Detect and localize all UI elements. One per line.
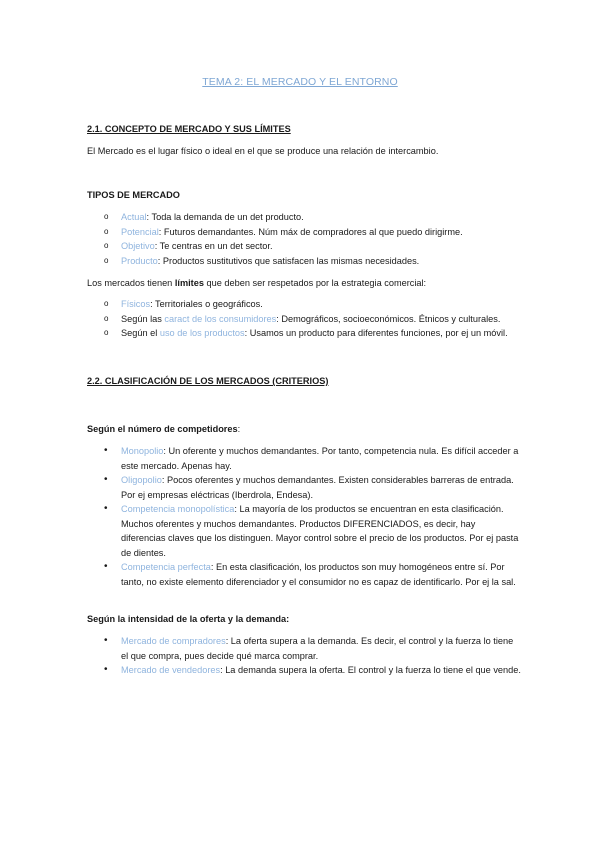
term: Mercado de compradores	[121, 636, 226, 646]
list-item	[0, 239, 521, 254]
bullet-icon: •	[104, 664, 108, 675]
term: uso de los productos	[159, 328, 245, 338]
competidores-heading-text: Según el número de competidores	[87, 424, 238, 434]
list-item	[0, 254, 521, 269]
term: Competencia monopolística	[121, 504, 235, 514]
circle-bullet-icon: o	[104, 241, 109, 250]
list-item	[0, 225, 521, 240]
list-item-text: : Usamos un producto para diferentes funciones, por ej un móvil.	[244, 328, 508, 338]
list-item-prefix: Según las	[121, 313, 165, 324]
term: Actual	[121, 212, 147, 222]
bullet-icon: •	[104, 445, 108, 456]
bullet-icon: •	[104, 635, 108, 646]
list-item-text: : En esta clasificación, los productos son muy homogéneos entre sí. Por tanto, no existe elemento diferenciador y el consumidor no es capaz de identificarlo. Por ej la sal.	[121, 562, 516, 587]
competidores-heading	[87, 422, 240, 437]
circle-bullet-icon: o	[104, 313, 109, 323]
list-item	[0, 326, 521, 341]
term: caract de los consumidores	[164, 313, 277, 324]
limits-intro-post: que deben ser respetados por la estrategia comercial:	[203, 278, 427, 288]
list-item-text: : Te centras en un det sector.	[154, 241, 273, 251]
tipos-list	[0, 210, 521, 268]
list-item	[0, 663, 521, 678]
bullet-icon: •	[104, 503, 108, 514]
colon: :	[237, 424, 241, 434]
circle-bullet-icon: o	[104, 255, 109, 265]
term: Objetivo	[121, 241, 155, 251]
term: Competencia perfecta	[121, 562, 211, 572]
circle-bullet-icon: o	[104, 299, 109, 308]
limits-intro-pre: Los mercados tienen	[87, 278, 175, 288]
list-item	[0, 560, 521, 589]
competidores-list	[0, 444, 521, 589]
list-item	[0, 473, 521, 502]
list-item-text: : La oferta supera a la demanda. Es decir, el control y la fuerza lo tiene el que compra, pues decide qué marca comprar.	[121, 636, 514, 661]
list-item-text: : Toda la demanda de un det producto.	[146, 212, 304, 222]
list-item-text: : Demográficos, socioeconómicos. Étnicos y culturales.	[276, 313, 501, 324]
list-item-text: : Pocos oferentes y muchos demandantes. Existen considerables barreras de entrada. Por ej empresas eléctricas (Iberdrola, Endesa).	[121, 475, 514, 500]
circle-bullet-icon: o	[104, 328, 109, 337]
list-item	[0, 312, 521, 327]
list-item-text: : Futuros demandantes. Núm máx de compradores al que puedo dirigirme.	[158, 226, 463, 237]
oferta-list	[0, 634, 521, 678]
circle-bullet-icon: o	[104, 226, 109, 236]
section-heading-2-1: 2.1. CONCEPTO DE MERCADO Y SUS LÍMITES	[87, 124, 291, 134]
page-title: TEMA 2: EL MERCADO Y EL ENTORNO	[202, 76, 398, 88]
list-item-text: : La demanda supera la oferta. El control y la fuerza lo tiene el que vende.	[220, 665, 521, 675]
term: Mercado de vendedores	[121, 665, 221, 675]
term: Oligopolio	[121, 475, 162, 485]
term: Producto	[121, 255, 158, 266]
list-item	[0, 210, 521, 225]
list-item-text: : La mayoría de los productos se encuentran en esta clasificación. Muchos oferentes y muchos demandantes. Productos DIFERENCIADOS, es decir, hay diferencias claves que los distinguen. Mayor control sobre el precio de los productos. Por ej pasta de dientes.	[121, 504, 519, 558]
list-item-text: : Territoriales o geográficos.	[150, 299, 263, 309]
term: Potencial	[121, 226, 159, 237]
term: Físicos	[121, 299, 151, 309]
section-heading-2-2: 2.2. CLASIFICACIÓN DE LOS MERCADOS (CRITERIOS)	[87, 376, 329, 386]
circle-bullet-icon: o	[104, 212, 109, 221]
list-item-text: : Productos sustitutivos que satisfacen las mismas necesidades.	[157, 255, 420, 266]
term: Monopolio	[121, 446, 164, 456]
list-item-text: : Un oferente y muchos demandantes. Por tanto, competencia nula. Es difícil acceder a este mercado. Apenas hay.	[121, 446, 519, 471]
list-item	[0, 502, 521, 560]
tipos-heading: TIPOS DE MERCADO	[87, 190, 180, 200]
list-item	[0, 297, 521, 312]
bullet-icon: •	[104, 561, 108, 572]
oferta-heading: Según la intensidad de la oferta y la demanda:	[87, 614, 290, 624]
limits-bold: límites	[174, 278, 204, 288]
limites-list	[0, 297, 521, 341]
list-item	[0, 634, 521, 663]
market-definition: El Mercado es el lugar físico o ideal en el que se produce una relación de intercambio.	[87, 146, 439, 156]
list-item	[0, 444, 521, 473]
bullet-icon: •	[104, 474, 108, 485]
limits-intro	[87, 276, 517, 291]
list-item-prefix: Según el	[121, 328, 160, 338]
